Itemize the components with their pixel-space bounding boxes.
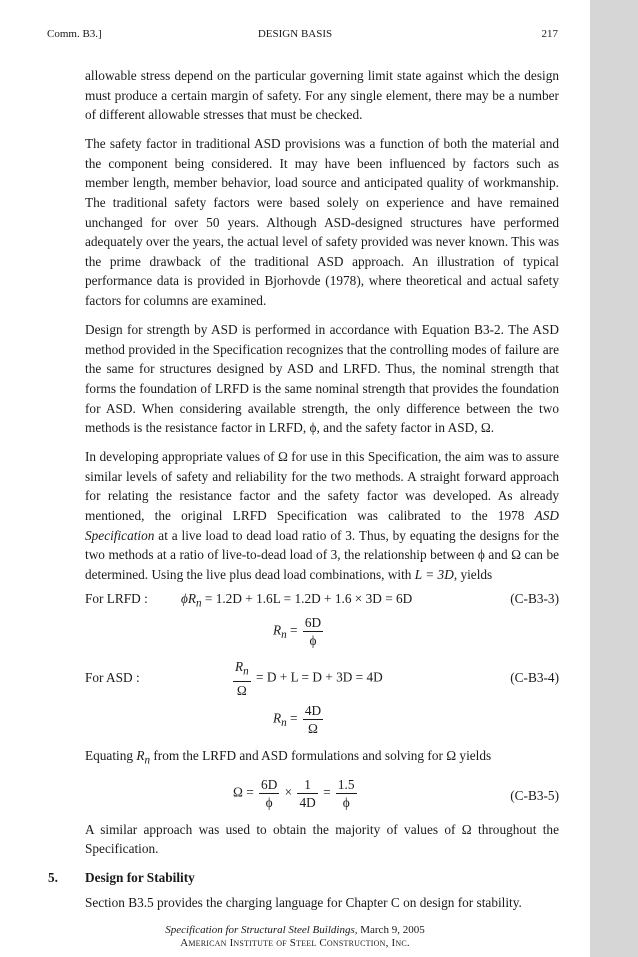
running-header-title: DESIGN BASIS <box>257 28 333 40</box>
equation-rn-lrfd-lhs: R <box>273 622 282 638</box>
fraction-numerator: 1 <box>297 776 317 794</box>
paragraph-5-var: R <box>136 748 145 764</box>
equation-c-b3-5-lhs: Ω = <box>233 784 254 800</box>
page-footer <box>0 924 590 950</box>
equation-c-b3-5-times: × <box>284 784 293 800</box>
footer-publisher: American Institute of Steel Construction, Inc. <box>180 937 410 949</box>
fraction-rn-over-omega <box>233 658 251 699</box>
fraction-numerator-sub: n <box>243 666 249 678</box>
equation-c-b3-5-equals: = <box>323 784 331 800</box>
page-margin-bar <box>590 0 638 957</box>
paragraph-4 <box>85 447 559 584</box>
fraction-6d-over-phi <box>259 776 279 811</box>
fraction-numerator <box>233 658 251 682</box>
equation-rn-lrfd-lhs-sub: n <box>281 629 287 642</box>
equation-number-c-b3-3: (C-B3-3) <box>510 591 559 607</box>
paragraph-4-italic: ASD Specification <box>85 507 559 543</box>
equation-rn-lrfd <box>85 610 559 654</box>
equation-c-b3-4 <box>85 654 559 698</box>
paragraph-4-text-b: at a live load to dead load ratio of 3. Thus, by equating the designs for the two methods at a ratio of live-to-dead load of 3, the relationship between ϕ and Ω can be determined. Using the live plus dead load combinations, with <box>85 527 559 582</box>
paragraph-4-inline-equation: L = 3D <box>414 566 454 582</box>
equation-label-lrfd: For LRFD : <box>85 591 148 607</box>
paragraph-5-var-sub: n <box>144 755 151 767</box>
equation-rn-asd <box>85 698 559 742</box>
page-number: 217 <box>541 28 558 40</box>
equation-c-b3-3-lhs: ϕR <box>181 591 197 607</box>
running-header-left: Comm. B3.] <box>47 28 102 40</box>
equation-c-b3-4-rhs: = D + L = D + 3D = 4D <box>256 669 383 685</box>
fraction-4d-over-omega <box>303 702 323 737</box>
fraction-denominator: ϕ <box>309 633 317 649</box>
equation-rn-asd-lhs-sub: n <box>281 717 287 730</box>
section-title: Design for Stability <box>85 870 195 886</box>
equation-c-b3-3-lhs-sub: n <box>196 598 202 610</box>
fraction-numerator: 6D <box>261 776 278 792</box>
equation-number-c-b3-4: (C-B3-4) <box>510 670 559 686</box>
fraction-numerator: 4D <box>304 703 322 719</box>
paragraph-5 <box>85 746 559 771</box>
paragraph-6: A similar approach was used to obtain the majority of values of Ω throughout the Specification. <box>85 821 559 857</box>
paragraph-5-text-b: from the LRFD and ASD formulations and solving for Ω yields <box>153 748 492 764</box>
paragraph-1: allowable stress depend on the particular governing limit state against which the design must produce a certain margin of safety. For any single element, there may be a number of different allowable stresses that must be checked. <box>85 68 559 123</box>
section-heading <box>48 868 559 888</box>
equation-c-b3-5 <box>85 772 559 816</box>
equation-label-asd: For ASD : <box>85 670 140 686</box>
footer-spec-title: Specification for Structural Steel Buildings, <box>165 924 358 936</box>
footer-date: March 9, 2005 <box>360 924 425 936</box>
fraction-denominator: 4D <box>299 794 316 810</box>
fraction-1-over-4d <box>297 776 317 811</box>
paragraph-5-text-a: Equating <box>85 748 134 764</box>
equation-c-b3-3-rhs: = 1.2D + 1.6L = 1.2D + 1.6 × 3D = 6D <box>201 591 413 607</box>
equation-rn-lrfd-equals: = <box>290 622 298 638</box>
equation-rn-asd-lhs: R <box>273 710 282 726</box>
equation-number-c-b3-5: (C-B3-5) <box>510 787 559 803</box>
section-number: 5. <box>48 870 58 886</box>
equation-c-b3-5-body <box>233 776 359 811</box>
paragraph-7: Section B3.5 provides the charging language for Chapter C on design for stability. <box>85 894 522 910</box>
fraction-numerator: 6D <box>304 615 322 631</box>
equation-rn-asd-equals: = <box>290 710 298 726</box>
fraction-denominator: Ω <box>236 683 247 698</box>
fraction-numerator: 1.5 <box>337 776 355 792</box>
fraction-denominator: ϕ <box>265 794 273 810</box>
fraction-numerator-var: R <box>235 659 244 675</box>
equation-rn-lrfd-body <box>273 614 325 649</box>
paragraph-2: The safety factor in traditional ASD provisions was a function of both the material and the component being considered. It may have been influenced by factors such as member length, member behavior, load source and anticipated quality of workmanship. The traditional safety factors were based solely on experience and have remained unchanged for over 50 years. Although ASD-designed structures have performed adequately over the years, the actual level of safety provided was never known. This was the prime drawback of the traditional ASD approach. An illustration of typical performance data is provided in Bjorhovde (1978), where theoretical and actual safety factors for columns are examined. <box>85 136 559 309</box>
equation-rn-asd-body <box>273 702 325 737</box>
paragraph-3: Design for strength by ASD is performed in accordance with Equation B3-2. The ASD method provided in the Specification recognizes that the controlling modes of failure are the same for structures designed by ASD and LRFD. Thus, the nominal strength that forms the foundation of LRFD is the same nominal strength that provides the foundation for ASD. When considering available strength, the only difference between the two methods is the resistance factor in LRFD, ϕ, and the safety factor in ASD, Ω. <box>85 322 559 436</box>
paragraph-4-text-d: , yields <box>453 566 493 582</box>
fraction-1-5-over-phi <box>336 776 357 811</box>
body-text <box>48 66 559 922</box>
equation-c-b3-4-body <box>231 658 383 699</box>
paragraph-4-text-a: In developing appropriate values of Ω for use in this Specification, the aim was to assure similar levels of safety and reliability for the two methods. A straight forward approach for relating the resistance factor and the safety factor was developed. As already mentioned, the original LRFD Specification was calibrated to the 1978 <box>85 449 559 523</box>
fraction-denominator: ϕ <box>342 794 350 810</box>
equation-c-b3-3 <box>85 586 559 610</box>
fraction-6d-over-phi <box>303 614 323 649</box>
fraction-denominator: Ω <box>308 721 318 737</box>
footer-line-1 <box>0 924 590 937</box>
